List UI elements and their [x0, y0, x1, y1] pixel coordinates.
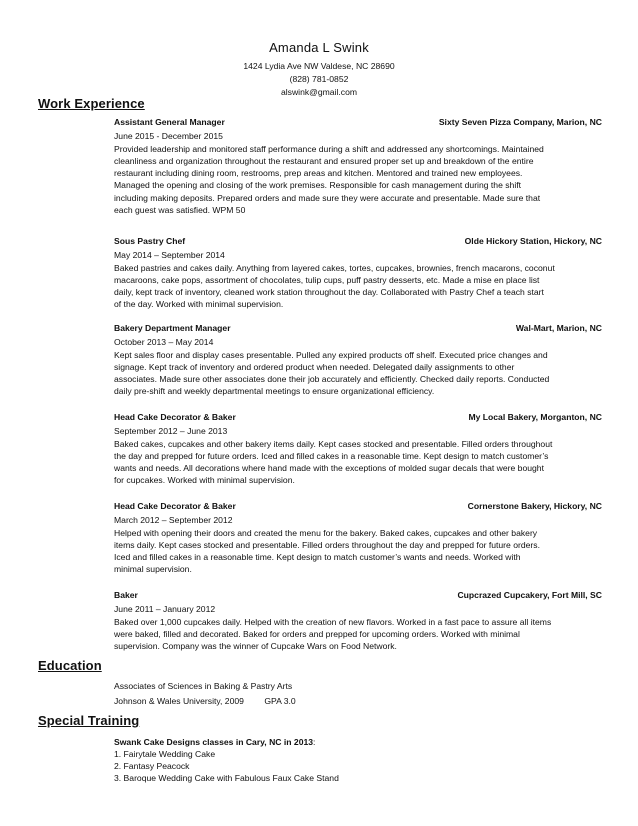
job-header [114, 500, 602, 512]
job-description [114, 438, 602, 486]
job-description-line: Managed the opening and closing of the work premises. Responsible for cash management during the shift [114, 180, 522, 191]
work-experience-heading: Work Experience [38, 96, 145, 111]
job-description-line: restaurant including dining room, restrooms, prep areas and kitchen. Mentored and trained new employees. [114, 168, 523, 179]
job-title: Assistant General Manager [114, 117, 225, 127]
job-header [114, 235, 602, 247]
job-description-line: Kept sales floor and display cases presentable. Pulled any expired products off shelf. Executed price changes and [114, 350, 548, 361]
job-title: Bakery Department Manager [114, 323, 231, 333]
job-description-line: Provided leadership and monitored staff performance during a shift and addressed any shortcomings. Maintained [114, 144, 544, 155]
job-entry [114, 589, 602, 652]
school-year: Johnson & Wales University, 2009 [114, 696, 244, 707]
job-description-line: Baked over 1,000 cupcakes daily. Helped with the creation of new flavors. Worked in a fast pace to assure all items [114, 617, 552, 628]
training-item: 1. Fairytale Wedding Cake [114, 749, 216, 760]
job-header [114, 116, 602, 128]
training-course: Swank Cake Designs classes in Cary, NC in 2013 [114, 737, 314, 747]
job-description-line: for cupcakes. Worked with minimal supervision. [114, 475, 295, 486]
job-description-line: macaroons, cake pops, assortment of chocolates, tulip cups, puff pastry desserts, etc. Made a mise en place list [114, 275, 540, 286]
job-title: Head Cake Decorator & Baker [114, 501, 236, 511]
job-employer: My Local Bakery, Morganton, NC [468, 412, 602, 422]
job-description-line: cleanliness and organization throughout the restaurant and ensured proper set up and breakdown of the entire [114, 156, 534, 167]
phone: (828) 781-0852 [289, 74, 349, 84]
job-header [114, 589, 602, 601]
job-dates: May 2014 – September 2014 [114, 250, 225, 261]
job-description-line: the day and prepped for future orders. Iced and filled cakes in a reasonable time. Kept design to match customer’s [114, 451, 549, 462]
job-employer: Olde Hickory Station, Hickory, NC [464, 236, 602, 246]
job-entry [114, 411, 602, 487]
job-description-line: minimal supervision. [114, 564, 192, 575]
job-header [114, 411, 602, 423]
job-description-line: Baked cakes, cupcakes and other bakery items daily. Kept cases stocked and presentable. Filled orders throughout [114, 439, 553, 450]
job-description-line: items daily. Kept cases stocked and presentable. Filled orders throughout the day and prepped for future orders. [114, 540, 540, 551]
job-description-line: wants and needs. All decorations where hand made with the exceptions of molded sugar decals that were bought [114, 463, 544, 474]
job-description-line: associates. Made sure other associates done their job accurately and efficiently. Checked daily reports. Conducted [114, 374, 550, 385]
training-item: 2. Fantasy Peacock [114, 761, 190, 772]
job-description [114, 527, 602, 575]
job-description-line: Helped with opening their doors and created the menu for the bakery. Baked cakes, cupcakes and other bakery [114, 528, 538, 539]
job-description-line: including making deposits. Prepared orders and made sure they were accurate and presentable. Made sure that [114, 192, 541, 203]
gpa: GPA 3.0 [264, 696, 296, 707]
training-item: 3. Baroque Wedding Cake with Fabulous Faux Cake Stand [114, 773, 339, 784]
resume-header [0, 40, 638, 99]
job-description-line: each guest was satisfied. WPM 50 [114, 204, 246, 215]
job-employer: Cornerstone Bakery, Hickory, NC [467, 501, 602, 511]
job-employer: Wal-Mart, Marion, NC [515, 323, 602, 333]
job-dates: June 2015 - December 2015 [114, 131, 223, 142]
special-training-heading: Special Training [38, 713, 140, 728]
address: 1424 Lydia Ave NW Valdese, NC 28690 [243, 61, 395, 71]
job-entry [114, 500, 602, 576]
school-line [114, 695, 602, 707]
job-entry [114, 235, 602, 311]
job-description-line: daily pre-shift and weekly departmental meetings to ensure organizational efficiency. [114, 386, 435, 397]
job-description [114, 616, 602, 652]
job-description-line: signage. Kept track of inventory and ordered product when needed. Delegated daily assignments to other [114, 362, 515, 373]
job-description-line: of the day. Worked with minimal supervision. [114, 299, 284, 310]
job-header [114, 322, 602, 334]
training-heading: Swank Cake Designs classes in Cary, NC in 2013: [114, 737, 316, 747]
job-title: Sous Pastry Chef [114, 236, 186, 246]
job-description-line: daily, kept track of inventory, cleaned work station throughout the day. Collaborated with Pastry Chef a teach start [114, 287, 544, 298]
education-heading: Education [38, 658, 102, 673]
job-description-line: supervision. Company was the winner of Cupcake Wars on Food Network. [114, 641, 397, 652]
email: alswink@gmail.com [280, 87, 358, 97]
job-description [114, 262, 602, 310]
degree: Associates of Sciences in Baking & Pastry Arts [114, 681, 293, 691]
training-entry [114, 736, 602, 784]
job-description [114, 349, 602, 397]
job-description-line: were baked, filled and decorated. Baked for orders and prepped for upcoming orders. Worked with minimal [114, 629, 520, 640]
job-employer: Sixty Seven Pizza Company, Marion, NC [438, 117, 602, 127]
job-description-line: Iced and filled cakes in a reasonable time. Kept design to match customer’s wants and needs. Worked with [114, 552, 521, 563]
job-entry [114, 116, 602, 216]
job-entry [114, 322, 602, 398]
job-title: Baker [114, 590, 138, 600]
education-entry [114, 680, 602, 707]
job-dates: September 2012 – June 2013 [114, 426, 228, 437]
candidate-name: Amanda L Swink [269, 40, 369, 55]
job-employer: Cupcrazed Cupcakery, Fort Mill, SC [457, 590, 602, 600]
job-dates: March 2012 – September 2012 [114, 515, 233, 526]
job-description [114, 143, 602, 216]
job-title: Head Cake Decorator & Baker [114, 412, 236, 422]
job-dates: October 2013 – May 2014 [114, 337, 214, 348]
job-dates: June 2011 – January 2012 [114, 604, 216, 615]
job-description-line: Baked pastries and cakes daily. Anything from layered cakes, tortes, cupcakes, brownies, french macarons, coconut [114, 263, 555, 274]
